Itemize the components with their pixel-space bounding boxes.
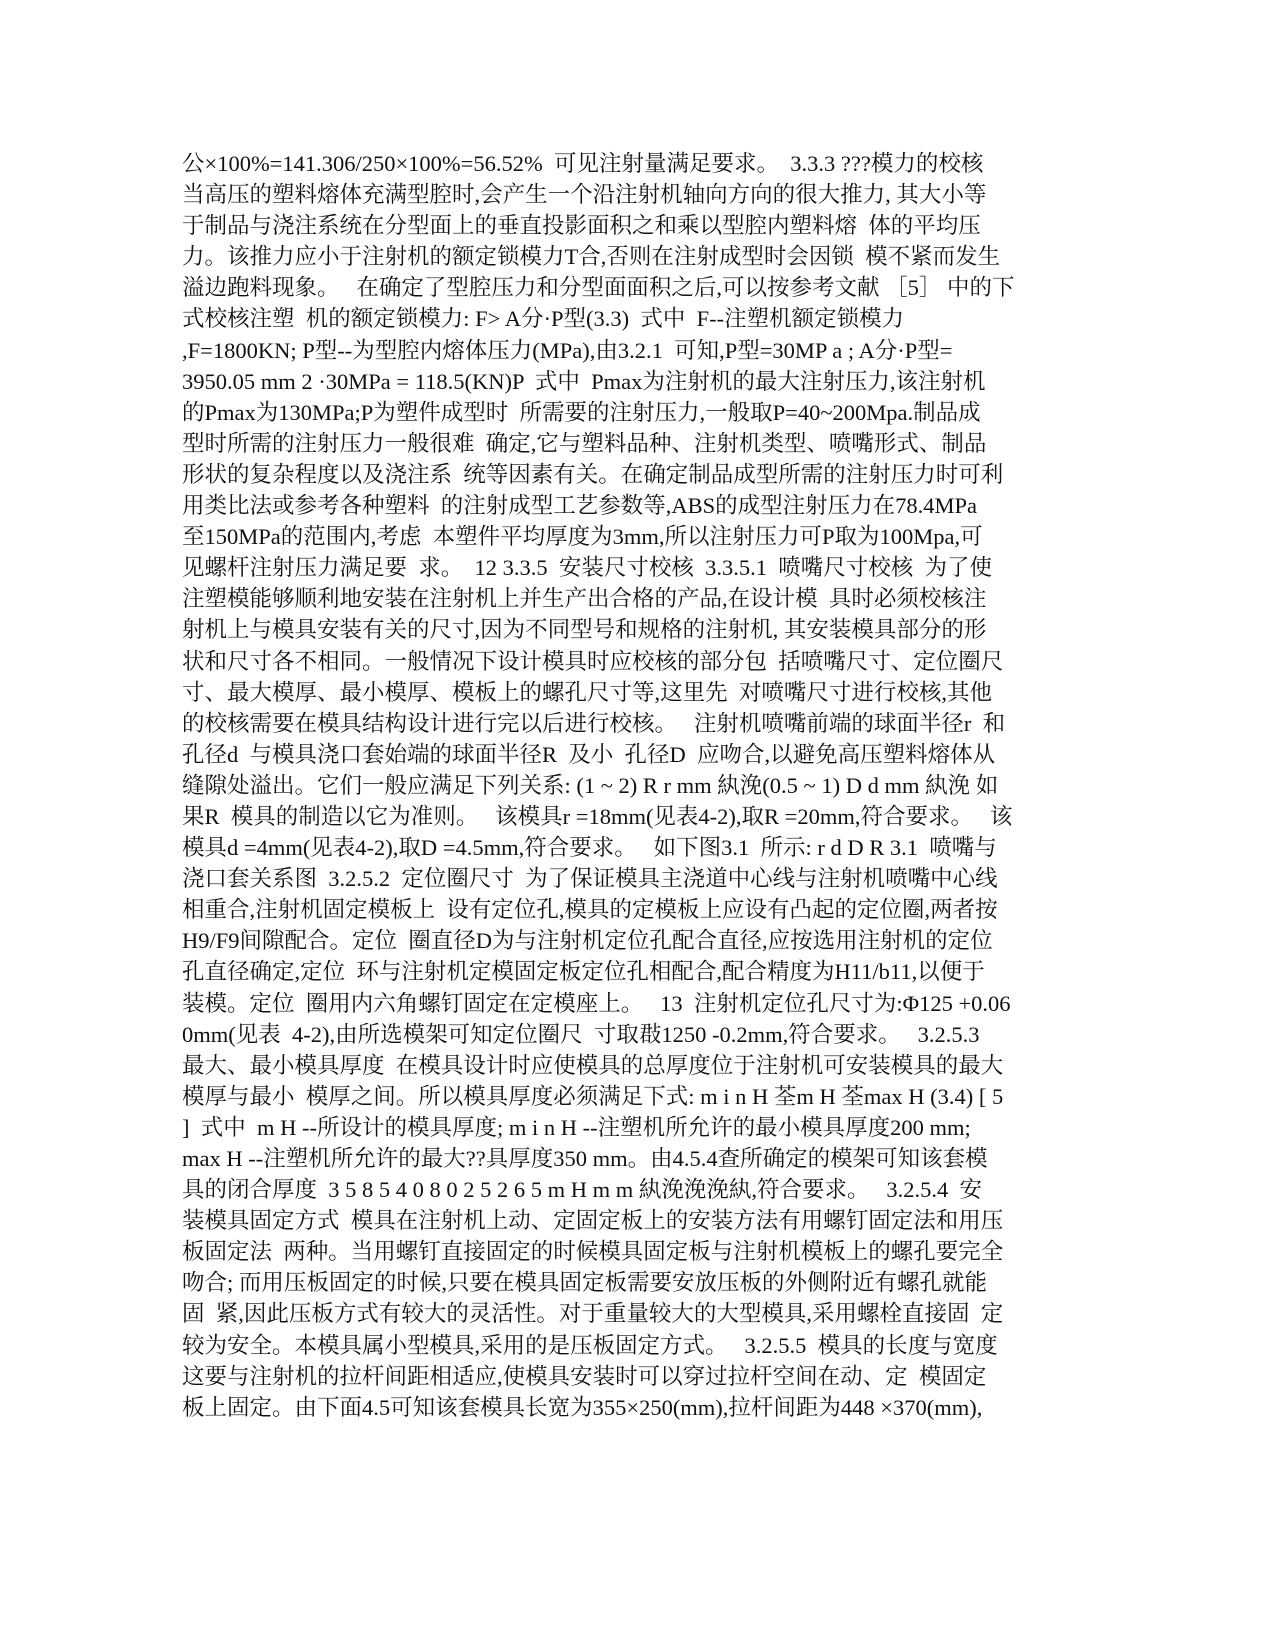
text-line: 状和尺寸各不相同。一般情况下设计模具时应校核的部分包 括喷嘴尺寸、定位圈尺 (182, 648, 1004, 674)
text-line: 至150MPa的范围内,考虑 本塑件平均厚度为3mm,所以注射压力可P取为100Mpa,可 (182, 524, 983, 550)
text-line: 较为安全。本模具属小型模具,采用的是压板固定方式。 3.2.5.5 模具的长度与宽度 (182, 1332, 998, 1358)
text-line: ,F=1800KN; P型--为型腔内熔体压力(MPa),由3.2.1 可知,P型=30MP a ; A分·P型= (182, 337, 953, 363)
text-line: ] 式中 m H --所设计的模具厚度; m i n H --注塑机所允许的最小模具厚度200 mm; (182, 1114, 971, 1140)
text-line: 果R 模具的制造以它为准则。 该模具r =18mm(见表4-2),取R =20mm,符合要求。 该 (182, 803, 1013, 829)
text-line: 模厚与最小 模厚之间。所以模具厚度必须满足下式: m i n H 荃m H 荃max H (3.4) [ 5 (182, 1083, 1004, 1109)
text-line: 具的闭合厚度 3 5 8 5 4 0 8 0 2 5 2 6 5 m H m m 紈浼浼浼紈,符合要求。 3.2.5.4 安 (182, 1177, 983, 1203)
text-line: 力。该推力应小于注射机的额定锁模力T合,否则在注射成型时会因锁 模不紧而发生 (182, 244, 1001, 270)
text-line: 见螺杆注射压力满足要 求。 12 3.3.5 安装尺寸校核 3.3.5.1 喷嘴尺寸校核 为了使 (182, 555, 993, 581)
text-line: 最大、最小模具厚度 在模具设计时应使模具的总厚度位于注射机可安装模具的最大 (182, 1052, 1004, 1078)
text-line: 射机上与模具安装有关的尺寸,因为不同型号和规格的注射机, 其安装模具部分的形 (182, 617, 987, 643)
text-line: 0mm(见表 4-2),由所选模架可知定位圈尺 寸取㪊1250 -0.2mm,符合要求。 3.2.5.3 (182, 1021, 980, 1047)
text-line: 固 紧,因此压板方式有较大的灵活性。对于重量较大的大型模具,采用螺栓直接固 定 (182, 1301, 1004, 1327)
text-line: 板固定法 两种。当用螺钉直接固定的时候模具固定板与注射机模板上的螺孔要完全 (182, 1239, 1004, 1265)
text-line: 孔直径确定,定位 环与注射机定模固定板定位孔相配合,配合精度为H11/b11,以便于 (182, 959, 985, 985)
text-line: 3950.05 mm 2 ·30MPa = 118.5(KN)P 式中 Pmax为注射机的最大注射压力,该注射机 (182, 368, 986, 394)
text-line: 型时所需的注射压力一般很难 确定,它与塑料品种、注射机类型、喷嘴形式、制品 (182, 430, 987, 456)
text-line: 于制品与浇注系统在分型面上的垂直投影面积之和乘以型腔内塑料熔 体的平均压 (182, 213, 981, 239)
text-line: 孔径d 与模具浇口套始端的球面半径R 及小 孔径D 应吻合,以避免高压塑料熔体从 (182, 741, 996, 767)
text-line: 装模。定位 圈用内六角螺钉固定在定模座上。 13 注射机定位孔尺寸为:Φ125 +0.06 (182, 990, 1011, 1016)
text-line: 式校核注塑 机的额定锁模力: F> A分·P型(3.3) 式中 F--注塑机额定锁模力 (182, 306, 905, 332)
text-line: 这要与注射机的拉杆间距相适应,使模具安装时可以穿过拉杆空间在动、定 模固定 (182, 1363, 987, 1389)
text-line: 当高压的塑料熔体充满型腔时,会产生一个沿注射机轴向方向的很大推力, 其大小等 (182, 182, 987, 208)
text-line: 的Pmax为130MPa;P为塑件成型时 所需要的注射压力,一般取P=40~200Mpa.制品成 (182, 399, 981, 425)
text-line: H9/F9间隙配合。定位 圈直径D为与注射机定位孔配合直径,应按选用注射机的定位 (182, 928, 993, 954)
text-line: 板上固定。由下面4.5可知该套模具长宽为355×250(mm),拉杆间距为448 ×370(mm), (182, 1394, 983, 1420)
text-line: 吻合; 而用压板固定的时候,只要在模具固定板需要安放压板的外侧附近有螺孔就能 (182, 1270, 988, 1296)
text-line: 装模具固定方式 模具在注射机上动、定固定板上的安装方法有用螺钉固定法和用压 (182, 1208, 1004, 1234)
text-line: 寸、最大模厚、最小模厚、模板上的螺孔尺寸等,这里先 对喷嘴尺寸进行校核,其他 (182, 679, 993, 705)
text-line: max H --注塑机所允许的最大??具厚度350 mm。由4.5.4查所确定的模架可知该套模 (182, 1146, 988, 1171)
text-line: 溢边跑料现象。 在确定了型腔压力和分型面面积之后,可以按参考文献 ［5］ 中的下 (182, 275, 1015, 301)
text-line: 缝隙处溢出。它们一般应满足下列关系: (1 ~ 2) R r mm 紈浼(0.5 ~ 1) D d mm 紈浼 如 (182, 772, 999, 798)
text-line: 的校核需要在模具结构设计进行完以后进行校核。 注射机喷嘴前端的球面半径r 和 (182, 710, 1006, 736)
text-line: 模具d =4mm(见表4-2),取D =4.5mm,符合要求。 如下图3.1 所示: r d D R 3.1 喷嘴与 (182, 835, 997, 861)
text-line: 相重合,注射机固定模板上 设有定位孔,模具的定模板上应设有凸起的定位圈,两者按 (182, 897, 998, 923)
text-line: 用类比法或参考各种塑料 的注射成型工艺参数等,ABS的成型注射压力在78.4MPa (182, 493, 978, 519)
text-line: 注塑模能够顺利地安装在注射机上并生产出合格的产品,在设计模 具时必须校核注 (182, 586, 987, 612)
text-line: 公×100%=141.306/250×100%=56.52% 可见注射量满足要求。 3.3.3 ???模力的校核 (182, 151, 984, 176)
document-body (182, 148, 1082, 1423)
text-line: 形状的复杂程度以及浇注系 统等因素有关。在确定制品成型所需的注射压力时可利 (182, 461, 1004, 487)
text-line: 浇口套关系图 3.2.5.2 定位圈尺寸 为了保证模具主浇道中心线与注射机喷嘴中心线 (182, 866, 998, 892)
